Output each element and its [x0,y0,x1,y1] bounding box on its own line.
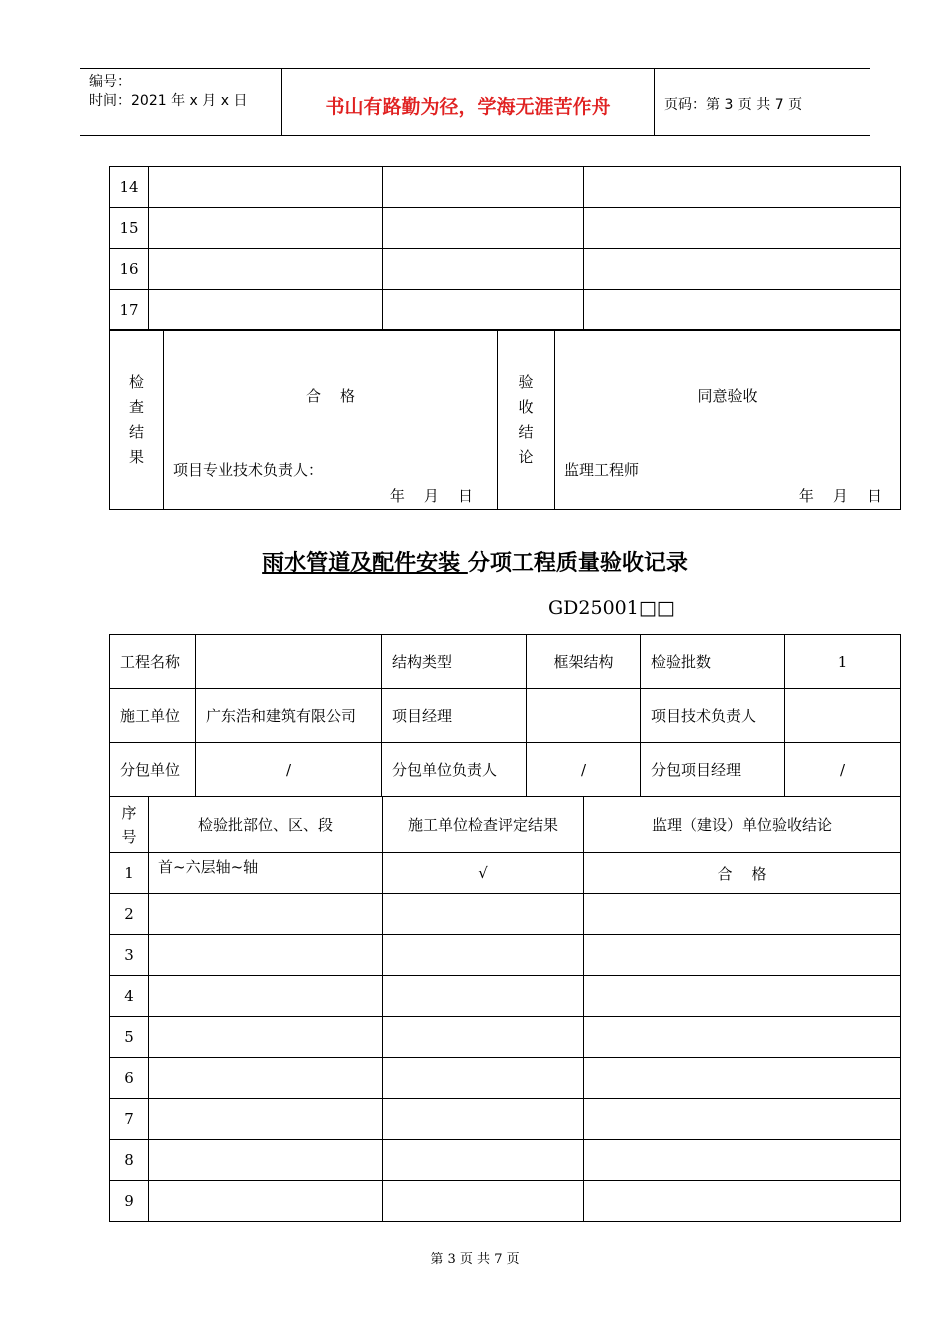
table-row: 3 [110,935,901,976]
tech-lead-value [785,689,901,743]
row-number: 15 [110,208,149,249]
detail-table [109,796,901,1222]
conclusion-signer-label: 监理工程师 [564,461,640,479]
table-row [110,249,901,290]
construction-unit-label: 施工单位 [110,689,196,743]
table-row [110,167,901,208]
subcontract-lead-value: / [527,743,641,797]
page-footer: 第 3 页 共 7 页 [430,1252,520,1267]
conclusion-label: 验 收 结 论 [498,330,555,510]
batch-count-label: 检验批数 [641,635,785,689]
header-number: 编号： [89,74,131,90]
document-code: GD25001□□ [548,597,675,619]
conclusion-cell [555,330,901,510]
structure-type-value: 框架结构 [527,635,641,689]
construction-unit-value: 广东浩和建筑有限公司 [196,689,382,743]
tech-lead-label: 项目技术负责人 [641,689,785,743]
title-rest: 分项工程质量验收记录 [467,551,688,576]
project-manager-label: 项目经理 [382,689,527,743]
title-subject: 雨水管道及配件安装 [262,551,468,576]
header-motto: 书山有路勤为径，学海无涯苦作舟 [325,96,611,118]
header-bottom-rule [80,135,870,136]
header-page-number: 页码：第 3 页 共 7 页 [664,97,803,113]
row-number: 14 [110,167,149,208]
conclusion-value: 同意验收 [697,387,758,405]
project-name-label: 工程名称 [110,635,196,689]
batch-count-value: 1 [785,635,901,689]
table-row: 2 [110,894,901,935]
row-number: 16 [110,249,149,290]
table-row: 5 [110,1017,901,1058]
row-check: √ [383,853,584,894]
col-header-check: 施工单位检查评定结果 [383,797,584,853]
subcontract-pm-value: / [785,743,901,797]
subcontract-unit-label: 分包单位 [110,743,196,797]
result-date: 年 月 日 [389,487,473,505]
header-top-rule [80,68,870,69]
row-location: 首~六层轴~轴 [149,853,383,894]
result-table [109,329,901,510]
top-table [109,166,901,331]
table-row [110,290,901,331]
header-time: 时间：2021 年 x 月 x 日 [89,93,248,109]
col-header-location: 检验批部位、区、段 [149,797,383,853]
conclusion-date: 年 月 日 [798,487,882,505]
result-signer-label: 项目专业技术负责人： [173,461,324,479]
structure-type-label: 结构类型 [382,635,527,689]
col-header-conclusion: 监理（建设）单位验收结论 [584,797,901,853]
table-row: 9 [110,1181,901,1222]
table-row: 1 首~六层轴~轴 √ 合 格 [110,853,901,894]
info-table [109,634,901,797]
table-row [110,208,901,249]
result-cell [164,330,498,510]
header-divider-right [654,68,655,136]
subcontract-pm-label: 分包项目经理 [641,743,785,797]
table-row: 4 [110,976,901,1017]
result-label: 检 查 结 果 [110,330,164,510]
table-row: 8 [110,1140,901,1181]
row-number: 17 [110,290,149,331]
result-value: 合 格 [305,387,356,405]
project-name-value [196,635,382,689]
page-title [0,546,950,577]
subcontract-unit-value: / [196,743,382,797]
table-row: 6 [110,1058,901,1099]
project-manager-value [527,689,641,743]
row-conclusion: 合 格 [584,853,901,894]
table-row: 7 [110,1099,901,1140]
col-header-no: 序号 [110,797,149,853]
subcontract-lead-label: 分包单位负责人 [382,743,527,797]
